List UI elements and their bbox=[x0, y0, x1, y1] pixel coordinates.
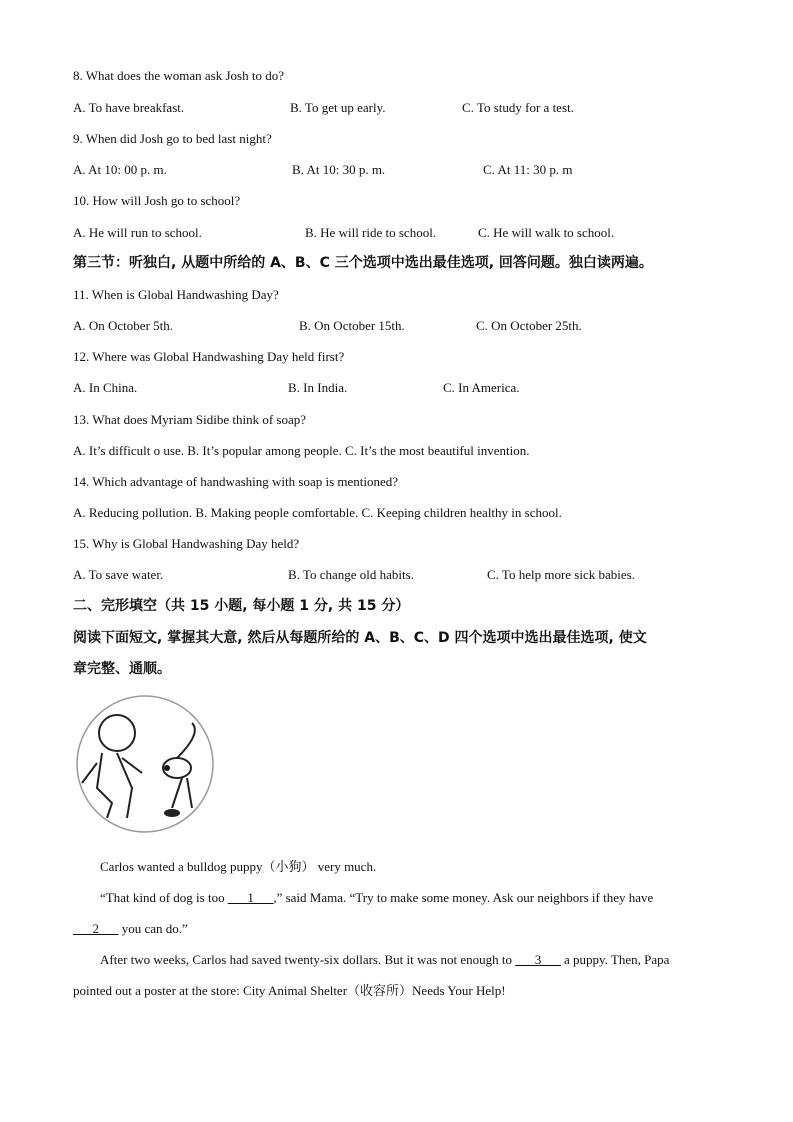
option: C. On October 25th. bbox=[476, 318, 582, 333]
option: B. On October 15th. bbox=[299, 318, 405, 333]
part-2-instructions: 阅读下面短文, 掌握其大意, 然后从每题所给的 A、B、C、D 四个选项中选出最佳选项, 使文 bbox=[73, 630, 647, 646]
cartoon-boy-and-dog-illustration bbox=[72, 693, 218, 835]
blank-3: ___3___ bbox=[515, 952, 561, 967]
option: B. At 10: 30 p. m. bbox=[292, 162, 386, 177]
option: A. He will run to school. bbox=[73, 225, 202, 240]
option: A. On October 5th. bbox=[73, 318, 174, 333]
option: B. He will ride to school. bbox=[305, 225, 437, 240]
text: ,” said Mama. “Try to make some money. Ask our neighbors if they have bbox=[273, 890, 654, 905]
option: B. In India. bbox=[288, 380, 348, 395]
passage-line-3 bbox=[73, 921, 188, 937]
option: B. To change old habits. bbox=[288, 567, 414, 582]
option: A. Reducing pollution. B. Making people comfortable. C. Keeping children healthy in school. bbox=[73, 505, 562, 520]
text: “That kind of dog is too bbox=[100, 890, 228, 905]
part-2-instructions-cont: 章完整、通顺。 bbox=[73, 661, 171, 677]
option: C. He will walk to school. bbox=[478, 225, 615, 240]
option: A. At 10: 00 p. m. bbox=[73, 162, 167, 177]
passage-line-5: pointed out a poster at the store: City Animal Shelter（收容所）Needs Your Help! bbox=[73, 983, 506, 998]
option: A. It’s difficult o use. B. It’s popular among people. C. It’s the most beautiful invention. bbox=[73, 443, 530, 458]
blank-1: ___1___ bbox=[227, 890, 274, 905]
option: C. At 11: 30 p. m bbox=[483, 162, 573, 177]
question-15: 15. Why is Global Handwashing Day held? bbox=[73, 536, 300, 551]
text: you can do.” bbox=[118, 921, 188, 936]
question-10: 10. How will Josh go to school? bbox=[73, 193, 241, 208]
question-12: 12. Where was Global Handwashing Day held first? bbox=[73, 349, 345, 364]
passage-line-2 bbox=[100, 890, 653, 906]
question-14: 14. Which advantage of handwashing with soap is mentioned? bbox=[73, 474, 399, 489]
part-2-heading: 二、完形填空（共 15 小题, 每小题 1 分, 共 15 分） bbox=[73, 598, 410, 614]
question-9: 9. When did Josh go to bed last night? bbox=[73, 131, 272, 146]
option: C. In America. bbox=[443, 380, 520, 395]
option: C. To help more sick babies. bbox=[487, 567, 635, 582]
text: a puppy. Then, Papa bbox=[560, 952, 670, 967]
passage-line-1: Carlos wanted a bulldog puppy（小狗） very much. bbox=[100, 859, 377, 874]
question-13: 13. What does Myriam Sidibe think of soap? bbox=[73, 412, 307, 427]
blank-2: ___2___ bbox=[73, 921, 119, 936]
option: A. In China. bbox=[73, 380, 138, 395]
option: C. To study for a test. bbox=[462, 100, 574, 115]
question-8: 8. What does the woman ask Josh to do? bbox=[73, 68, 284, 83]
question-11: 11. When is Global Handwashing Day? bbox=[73, 287, 279, 302]
section-3-heading: 第三节：听独白, 从题中所给的 A、B、C 三个选项中选出最佳选项, 回答问题。独白读两遍。 bbox=[73, 255, 653, 271]
option: B. To get up early. bbox=[290, 100, 386, 115]
passage-line-4 bbox=[100, 952, 669, 968]
text: After two weeks, Carlos had saved twenty-six dollars. But it was not enough to bbox=[100, 952, 516, 967]
option: A. To have breakfast. bbox=[73, 100, 185, 115]
option: A. To save water. bbox=[73, 567, 164, 582]
